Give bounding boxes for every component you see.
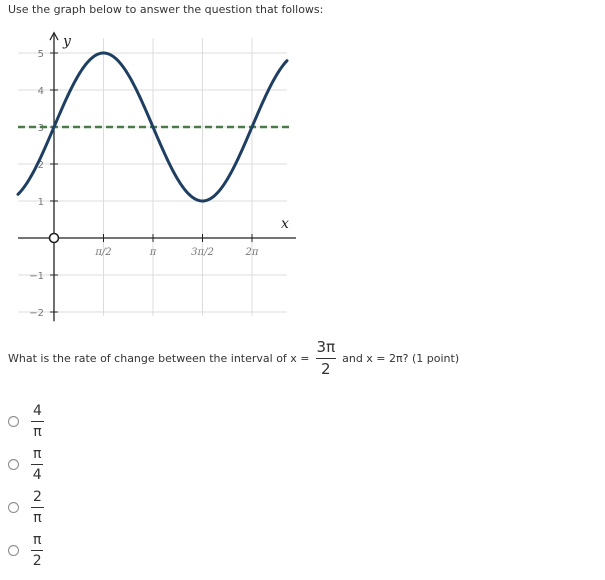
y-tick-label: 1 bbox=[37, 197, 44, 208]
option-fraction bbox=[31, 490, 44, 525]
y-tick-label: 4 bbox=[37, 86, 44, 97]
question-before: What is the rate of change between the interval of x = bbox=[8, 352, 310, 365]
instruction-text: Use the graph below to answer the question that follows: bbox=[8, 3, 324, 16]
radio-button[interactable] bbox=[8, 502, 19, 513]
y-tick-label: 5 bbox=[37, 49, 44, 60]
option-denominator: π bbox=[33, 510, 42, 526]
question-fraction-denominator: 2 bbox=[321, 360, 331, 378]
x-tick-label: π/2 bbox=[95, 247, 112, 258]
y-tick-label: −2 bbox=[29, 308, 44, 319]
radio-button[interactable] bbox=[8, 416, 19, 427]
answer-option-3[interactable] bbox=[8, 486, 44, 529]
y-tick-label: −1 bbox=[29, 271, 44, 282]
option-numerator: π bbox=[33, 446, 42, 462]
option-numerator: 4 bbox=[33, 403, 42, 419]
origin-marker bbox=[50, 234, 59, 243]
option-fraction bbox=[31, 533, 43, 568]
y-tick-label: 3 bbox=[37, 123, 44, 134]
option-denominator: 2 bbox=[32, 553, 42, 569]
x-tick-label: π bbox=[149, 247, 157, 258]
answer-option-4[interactable] bbox=[8, 529, 44, 572]
radio-button[interactable] bbox=[8, 545, 19, 556]
x-tick-label: 3π/2 bbox=[191, 247, 214, 258]
question-text bbox=[8, 340, 459, 377]
question-fraction bbox=[316, 340, 337, 377]
answer-option-1[interactable] bbox=[8, 400, 44, 443]
answer-option-2[interactable] bbox=[8, 443, 44, 486]
option-fraction bbox=[31, 404, 44, 439]
radio-button[interactable] bbox=[8, 459, 19, 470]
answer-options bbox=[8, 400, 44, 572]
y-tick-label: 2 bbox=[37, 160, 44, 171]
option-numerator: 2 bbox=[33, 489, 42, 505]
option-fraction bbox=[31, 447, 43, 482]
option-numerator: π bbox=[33, 532, 42, 548]
question-fraction-numerator: 3π bbox=[316, 338, 336, 356]
option-denominator: 4 bbox=[32, 467, 42, 483]
x-tick-label: 2π bbox=[245, 247, 259, 258]
question-after: and x = 2π? (1 point) bbox=[342, 352, 460, 365]
x-axis-label: x bbox=[281, 216, 289, 232]
option-denominator: π bbox=[33, 424, 42, 440]
y-axis-label: y bbox=[63, 33, 71, 50]
